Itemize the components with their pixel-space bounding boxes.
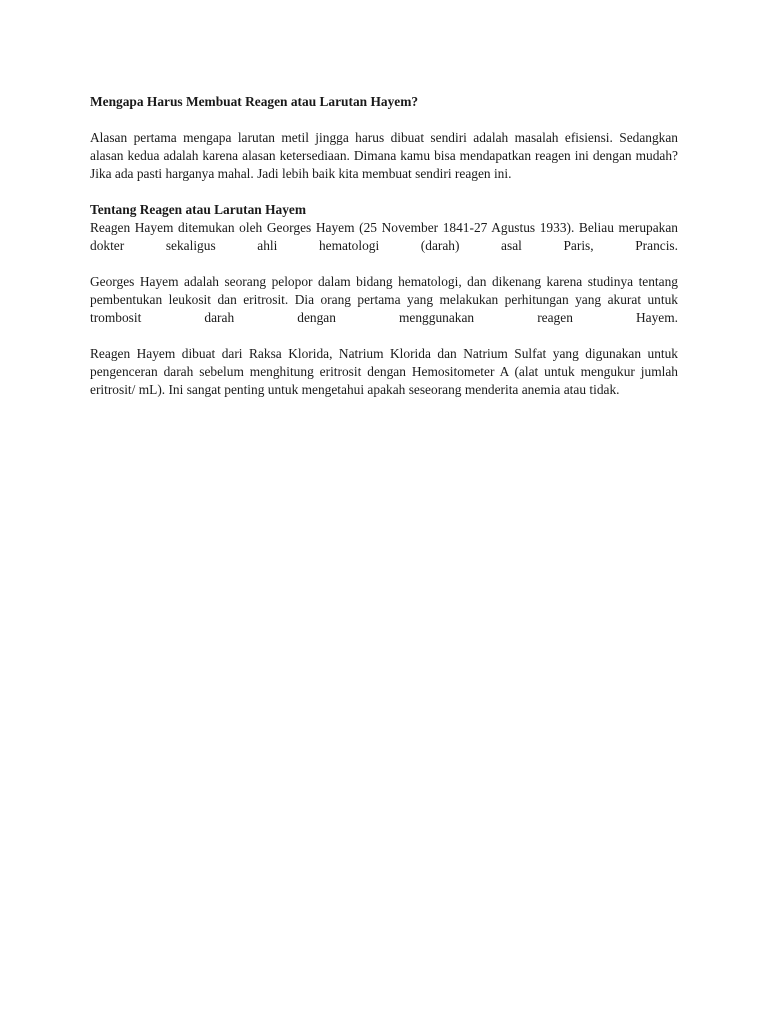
paragraph-pioneer: Georges Hayem adalah seorang pelopor dalam bidang hematologi, dan dikenang karena studinya tentang pembentukan leukosit dan eritrosit. Dia orang pertama yang melakukan perhitungan yang akurat untuk trombosit darah dengan menggunakan reagen Hayem. (90, 274, 678, 325)
document-title: Mengapa Harus Membuat Reagen atau Larutan Hayem? (90, 94, 419, 109)
spacer (90, 327, 678, 345)
spacer (90, 183, 678, 201)
paragraph-composition: Reagen Hayem dibuat dari Raksa Klorida, Natrium Klorida dan Natrium Sulfat yang digunakan untuk pengenceran darah sebelum menghitung eritrosit dengan Hemositometer A (alat untuk mengukur jumlah eritrosit/ mL). Ini sangat penting untuk mengetahui apakah seseorang menderita anemia atau tidak. (90, 346, 678, 397)
spacer (90, 255, 678, 273)
section-heading: Tentang Reagen atau Larutan Hayem (90, 202, 306, 217)
document-body (90, 93, 678, 399)
intro-paragraph: Alasan pertama mengapa larutan metil jingga harus dibuat sendiri adalah masalah efisiensi. Sedangkan alasan kedua adalah karena alasan ketersediaan. Dimana kamu bisa mendapatkan reagen ini dengan mudah? Jika ada pasti harganya mahal. Jadi lebih baik kita membuat sendiri reagen ini. (90, 130, 678, 181)
spacer (90, 111, 678, 129)
paragraph-discovery: Reagen Hayem ditemukan oleh Georges Hayem (25 November 1841-27 Agustus 1933). Beliau merupakan dokter sekaligus ahli hematologi (darah) asal Paris, Prancis. (90, 220, 678, 253)
